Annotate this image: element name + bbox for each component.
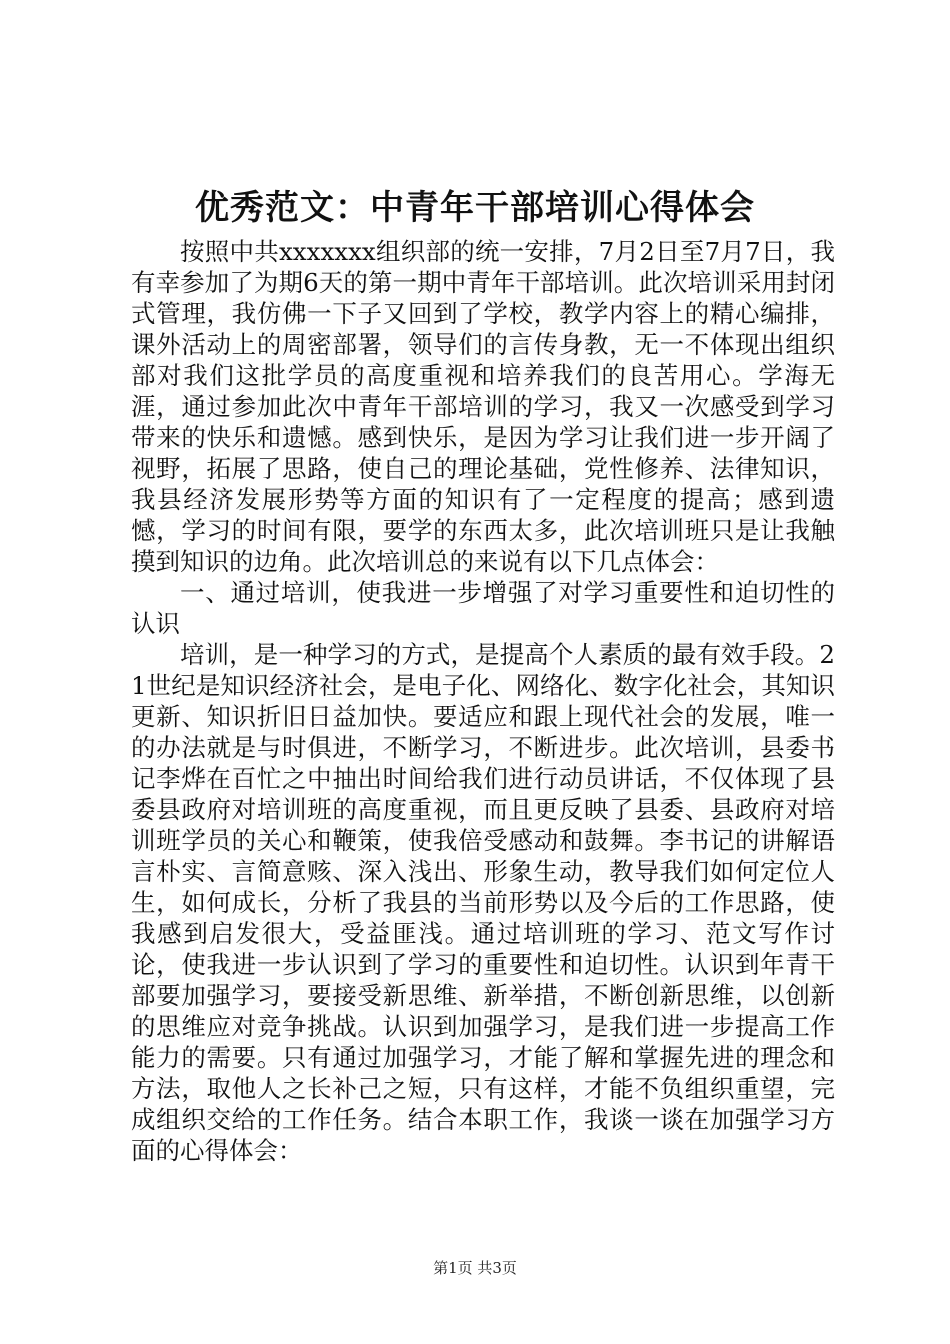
- document-title: 优秀范文：中青年干部培训心得体会: [195, 188, 755, 228]
- document-body: [131, 236, 835, 1166]
- page-number-footer: 第1页 共3页: [433, 1259, 517, 1277]
- section-heading-1: 一、通过培训，使我进一步增强了对学习重要性和迫切性的认识: [131, 578, 835, 638]
- paragraph-section-1: 培训，是一种学习的方式，是提高个人素质的最有效手段。21世纪是知识经济社会，是电子化、网络化、数字化社会，其知识更新、知识折旧日益加快。要适应和跟上现代社会的发展，唯一的办法就是与时俱进，不断学习，不断进步。此次培训，县委书记李烨在百忙之中抽出时间给我们进行动员讲话，不仅体现了县委县政府对培训班的高度重视，而且更反映了县委、县政府对培训班学员的关心和鞭策，使我倍受感动和鼓舞。李书记的讲解语言朴实、言简意赅、深入浅出、形象生动，教导我们如何定位人生，如何成长，分析了我县的当前形势以及今后的工作思路，使我感到启发很大，受益匪浅。通过培训班的学习、范文写作讨论，使我进一步认识到了学习的重要性和迫切性。认识到年青干部要加强学习，要接受新思维、新举措，不断创新思维，以创新的思维应对竞争挑战。认识到加强学习，是我们进一步提高工作能力的需要。只有通过加强学习，才能了解和掌握先进的理念和方法，取他人之长补己之短，只有这样，才能不负组织重望，完成组织交给的工作任务。结合本职工作，我谈一谈在加强学习方面的心得体会：: [131, 640, 835, 1165]
- paragraph-intro: 按照中共xxxxxxx组织部的统一安排，7月2日至7月7日，我有幸参加了为期6天的第一期中青年干部培训。此次培训采用封闭式管理，我仿佛一下子又回到了学校，教学内容上的精心编排，课外活动上的周密部署，领导们的言传身教，无一不体现出组织部对我们这批学员的高度重视和培养我们的良苦用心。学海无涯，通过参加此次中青年干部培训的学习，我又一次感受到学习带来的快乐和遗憾。感到快乐，是因为学习让我们进一步开阔了视野，拓展了思路，使自己的理论基础，党性修养、法律知识，我县经济发展形势等方面的知识有了一定程度的提高；感到遗憾，学习的时间有限，要学的东西太多，此次培训班只是让我触摸到知识的边角。此次培训总的来说有以下几点体会：: [131, 237, 835, 576]
